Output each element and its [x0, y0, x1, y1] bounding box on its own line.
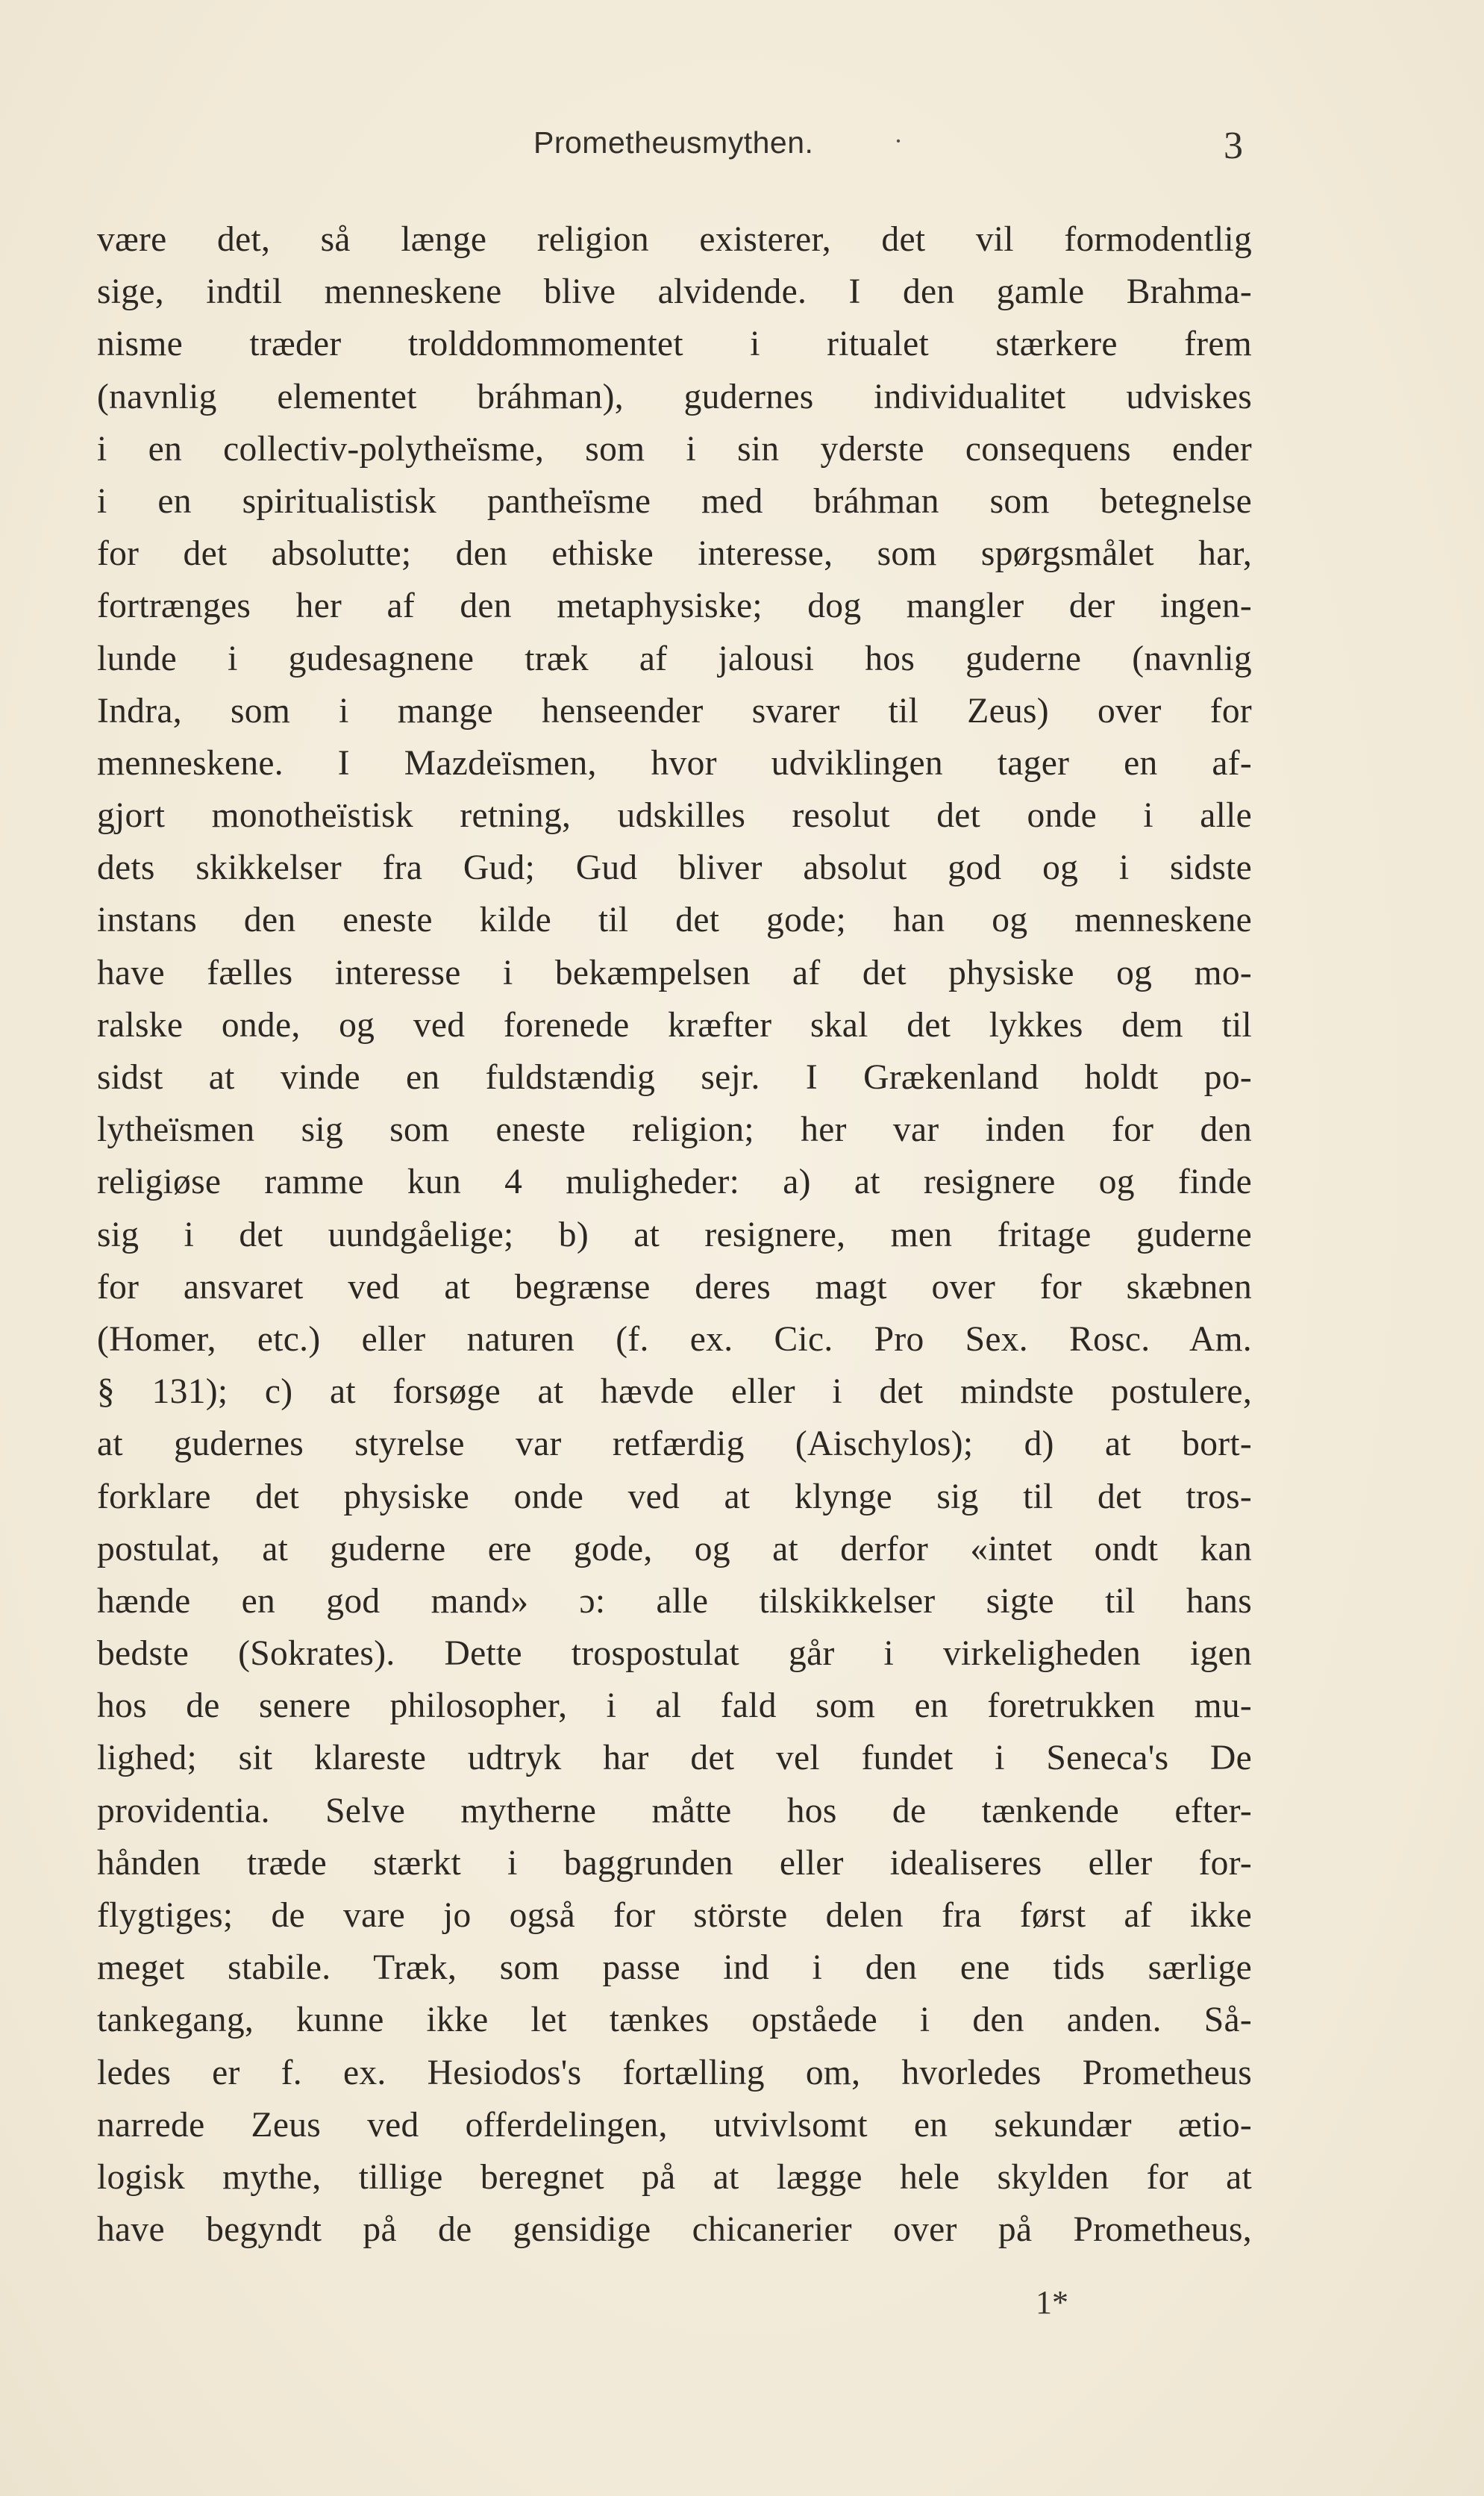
text-line: lighed; sit klareste udtryk har det vel fundet i Seneca's De: [97, 1739, 1252, 1778]
signature-mark: 1*: [1036, 2284, 1068, 2321]
text-line: § 131); c) at forsøge at hævde eller i det mindste postulere,: [97, 1372, 1252, 1412]
page-header: [0, 125, 1484, 170]
text-line: hos de senere philosopher, i al fald som en foretrukken mu-: [97, 1686, 1252, 1726]
text-line: nisme træder trolddommomentet i ritualet stærkere frem: [97, 325, 1252, 364]
text-line: religiøse ramme kun 4 muligheder: a) at resignere og finde: [97, 1163, 1252, 1202]
text-line: (Homer, etc.) eller naturen (f. ex. Cic. Pro Sex. Rosc. Am.: [97, 1319, 1252, 1359]
text-line: narrede Zeus ved offerdelingen, utvivlsomt en sekundær ætio-: [97, 2105, 1252, 2145]
text-line: hænde en god mand» ɔ: alle tilskikkelser sigte til hans: [97, 1581, 1252, 1621]
text-line: i en spiritualistisk pantheïsme med bráhman som betegnelse: [97, 481, 1252, 521]
text-line: flygtiges; de vare jo også for störste delen fra først af ikke: [97, 1896, 1252, 1935]
text-line: ralske onde, og ved forenede kræfter skal det lykkes dem til: [97, 1005, 1252, 1045]
text-line: bedste (Sokrates). Dette trospostulat går i virkeligheden igen: [97, 1634, 1252, 1674]
page-number: 3: [1224, 125, 1243, 167]
text-line: hånden træde stærkt i baggrunden eller idealiseres eller for-: [97, 1843, 1252, 1883]
text-line: sig i det uundgåelige; b) at resignere, men fritage guderne: [97, 1215, 1252, 1254]
text-line: have begyndt på de gensidige chicanerier over på Prometheus,: [97, 2210, 1252, 2250]
text-line: forklare det physiske onde ved at klynge sig til det tros-: [97, 1477, 1252, 1516]
text-line: at gudernes styrelse var retfærdig (Aischylos); d) at bort-: [97, 1424, 1252, 1464]
text-line: providentia. Selve mytherne måtte hos de tænkende efter-: [97, 1791, 1252, 1830]
text-line: ledes er f. ex. Hesiodos's fortælling om, hvorledes Prometheus: [97, 2053, 1252, 2092]
text-line: logisk mythe, tillige beregnet på at lægge hele skylden for at: [97, 2157, 1252, 2197]
body-text: [97, 213, 1252, 2256]
text-line: meget stabile. Træk, som passe ind i den ene tids særlige: [97, 1948, 1252, 1988]
header-separator: ·: [894, 126, 903, 156]
text-line: for ansvaret ved at begrænse deres magt over for skæbnen: [97, 1267, 1252, 1307]
text-line: gjort monotheïstisk retning, udskilles resolut det onde i alle: [97, 796, 1252, 836]
text-line: (navnlig elementet bráhman), gudernes individualitet udviskes: [97, 377, 1252, 416]
text-line: fortrænges her af den metaphysiske; dog mangler der ingen-: [97, 587, 1252, 626]
text-line: i en collectiv-polytheïsme, som i sin yderste consequens ender: [97, 429, 1252, 469]
text-line: postulat, at guderne ere gode, og at derfor «intet ondt kan: [97, 1529, 1252, 1568]
text-line: menneskene. I Mazdeïsmen, hvor udviklingen tager en af-: [97, 743, 1252, 783]
text-line: tankegang, kunne ikke let tænkes opståede i den anden. Så-: [97, 2001, 1252, 2040]
text-line: dets skikkelser fra Gud; Gud bliver absolut god og i sidste: [97, 848, 1252, 888]
text-line: have fælles interesse i bekæmpelsen af det physiske og mo-: [97, 953, 1252, 992]
text-line: sidst at vinde en fuldstændig sejr. I Grækenland holdt po-: [97, 1058, 1252, 1097]
text-line: instans den eneste kilde til det gode; han og menneskene: [97, 901, 1252, 940]
text-line: lunde i gudesagnene træk af jalousi hos guderne (navnlig: [97, 639, 1252, 678]
text-line: være det, så længe religion existerer, det vil formodentlig: [97, 220, 1252, 259]
text-line: Indra, som i mange henseender svarer til Zeus) over for: [97, 691, 1252, 731]
text-line: sige, indtil menneskene blive alvidende. I den gamle Brahma-: [97, 272, 1252, 312]
text-line: lytheïsmen sig som eneste religion; her var inden for den: [97, 1110, 1252, 1150]
running-title: Prometheusmythen.: [533, 125, 814, 160]
text-line: for det absolutte; den ethiske interesse, som spørgsmålet har,: [97, 534, 1252, 574]
